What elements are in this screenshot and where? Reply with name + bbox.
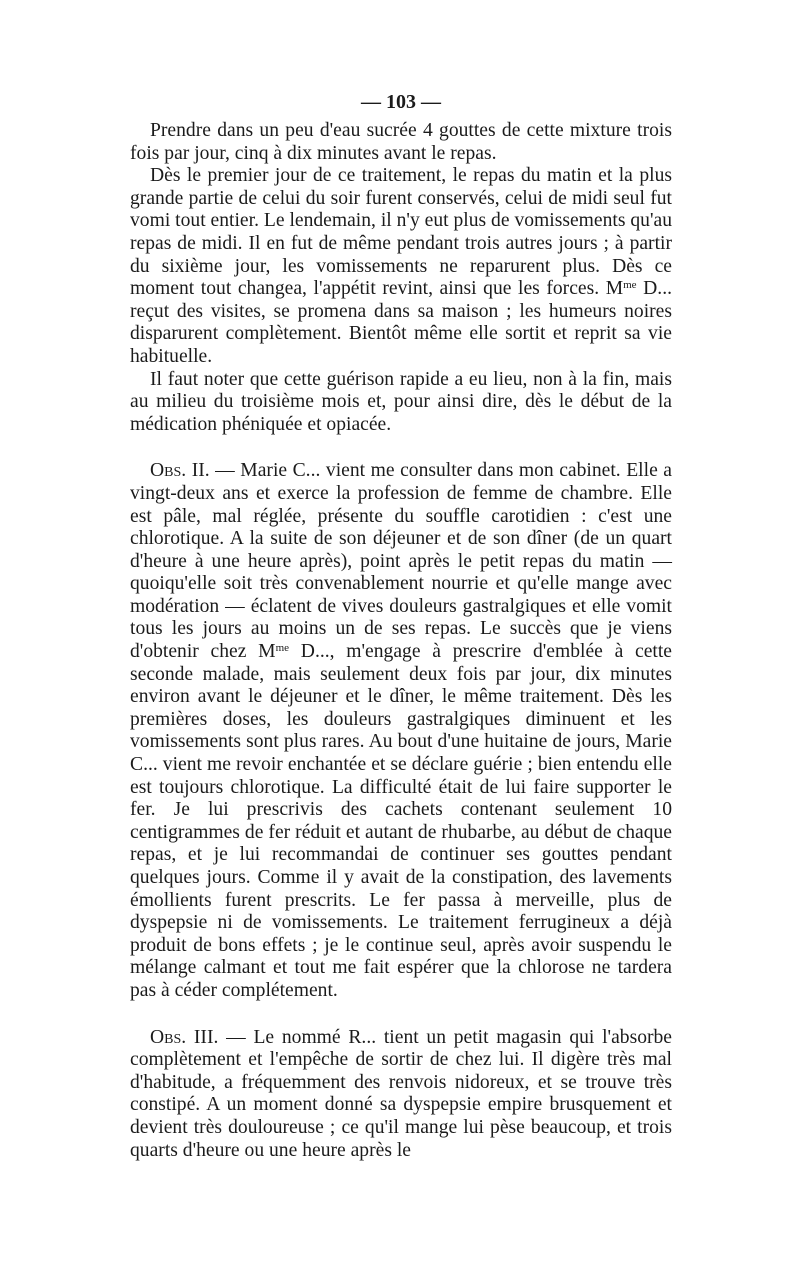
paragraph-prescription: [130, 120, 672, 165]
paragraph-text: Prendre dans un peu d'eau sucrée 4 gouttes de cette mixture trois fois par jour, cinq à dix minutes avant le repas.: [130, 120, 672, 164]
book-page: [130, 88, 672, 1162]
observation-text: — Marie C... vient me consulter dans mon cabinet. Elle a vingt-deux ans et exerce la profession de femme de chambre. Elle est pâle, mal réglée, présente du souffle carotidien : c'est une chlorotique. A la suite de son déjeuner et de son dîner (de un quart d'heure à une heure après), point après le petit repas du matin — quoiqu'elle soit très convenablement nourrie et qu'elle mange avec modération — éclatent de vives douleurs gastralgiques et elle vomit tous les jours au moins un de ses repas. Le succès que je viens d'obtenir chez M: [130, 460, 672, 663]
paragraph-note: [130, 369, 672, 437]
paragraph-text-continued: D... reçut des visites, se promena dans sa maison ; les humeurs noires disparurent complètement. Bientôt même elle sortit et reprit sa vie habituelle.: [130, 278, 673, 367]
observation-text: — Le nommé R... tient un petit magasin qui l'absorbe complètement et l'empêche de sortir de chez lui. Il digère très mal d'habitude, a fréquemment des renvois nidoreux, et se trouve très constipé. A un moment donné sa dyspepsie empire brusquement et devient très douloureuse ; ce qu'il mange lui pèse beaucoup, et trois quarts d'heure ou une heure après le: [130, 1026, 673, 1161]
observation-text-continued: D..., m'engage à prescrire d'emblée à cette seconde malade, mais seulement deux fois par jour, dix minutes environ avant le déjeuner et le dîner, le même traitement. Dès les premières doses, les douleurs gastralgiques diminuent et les vomissements sont plus rares. Au bout d'une huitaine de jours, Marie C... vient me revoir enchantée et se déclare guérie ; bien entendu elle est toujours chlorotique. La difficulté était de lui faire supporter le fer. Je lui prescrivis des cachets contenant seulement 10 centigrammes de fer réduit et autant de rhubarbe, au début de chaque repas, et je lui recommandai de continuer ses gouttes pendant quelques jours. Comme il y avait de la constipation, des lavements émollients furent prescrits. Le fer passa à merveille, plus de dyspepsie ni de vomissements. Le traitement ferrugineux a déjà produit de bons effets ; je le continue seul, après avoir suspendu le mélange calmant et tout me fait espérer que la chlorose ne tardera pas à céder complétement.: [130, 641, 672, 1001]
page-number: — 103 —: [361, 91, 441, 113]
observation-3: [130, 1027, 672, 1163]
observation-label: Obs. III.: [150, 1026, 219, 1048]
paragraph-treatment-result: [130, 165, 672, 368]
paragraph-text: Il faut noter que cette guérison rapide a eu lieu, non à la fin, mais au milieu du troisième mois et, pour ainsi dire, dès le début de la médication phéniquée et opiacée.: [130, 368, 672, 435]
superscript-me: me: [623, 279, 637, 292]
superscript-me: me: [275, 642, 290, 655]
section-gap: [130, 436, 672, 460]
observation-2: [130, 460, 672, 1002]
observation-label: Obs. II.: [150, 460, 210, 482]
section-gap: [130, 1003, 672, 1027]
paragraph-text: Dès le premier jour de ce traitement, le repas du matin et la plus grande partie de celui du soir furent conservés, celui de midi seul fut vomi tout entier. Le lendemain, il n'y eut plus de vomissements qu'au repas de midi. Il en fut de même pendant trois autres jours ; à partir du sixième jour, les vomissements ne reparurent plus. Dès ce moment tout changea, l'appétit revint, ainsi que les forces. M: [130, 165, 672, 300]
